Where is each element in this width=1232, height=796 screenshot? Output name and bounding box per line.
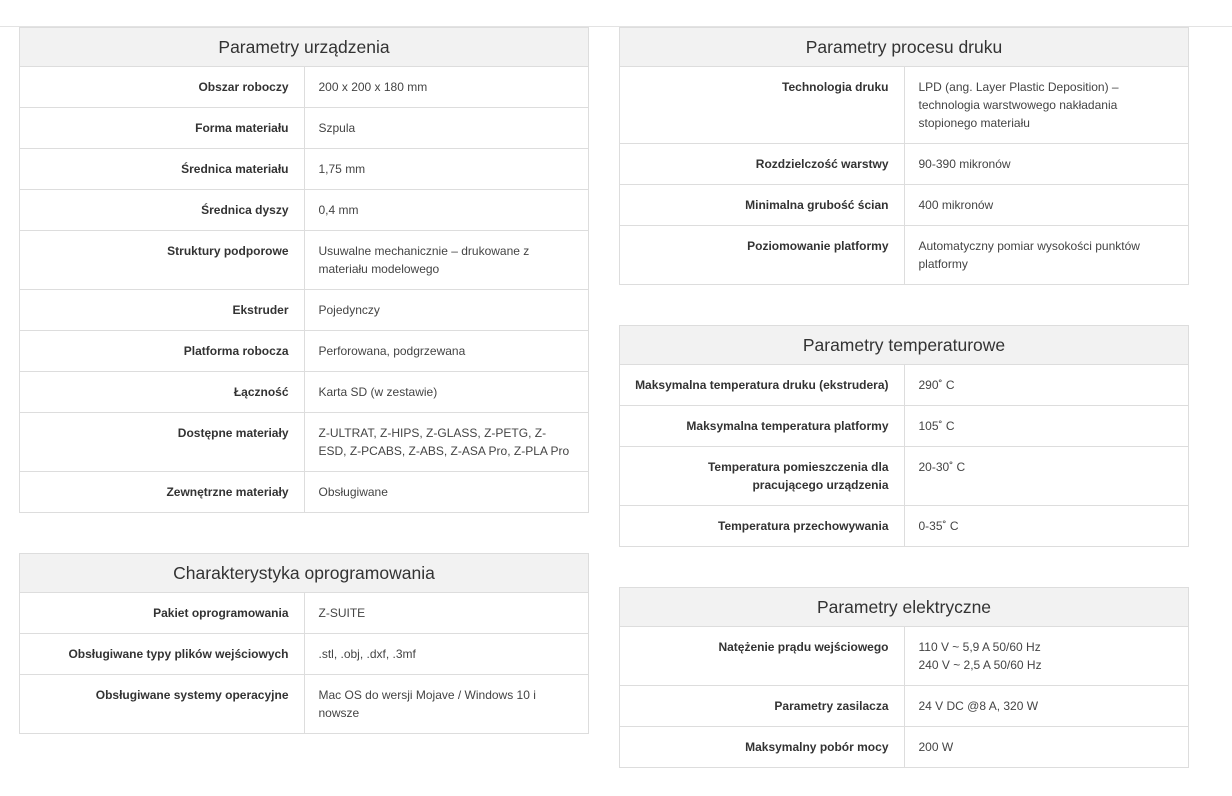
- print-process-table: [619, 27, 1189, 285]
- row-value: 90-390 mikronów: [904, 144, 1189, 185]
- row-key: Średnica dyszy: [20, 190, 305, 231]
- temperature-parameters-table: [619, 325, 1189, 547]
- row-value: Z-SUITE: [304, 593, 589, 634]
- row-key: Obszar roboczy: [20, 67, 305, 108]
- row-value: Usuwalne mechanicznie – drukowane z materiału modelowego: [304, 231, 589, 290]
- device-parameters-table: [19, 27, 589, 513]
- row-value: LPD (ang. Layer Plastic Deposition) – technologia warstwowego nakładania stopionego materiału: [904, 67, 1189, 144]
- table-row: [620, 727, 1189, 768]
- table-title: Parametry elektryczne: [620, 588, 1189, 627]
- table-row: [620, 185, 1189, 226]
- table-row: [620, 365, 1189, 406]
- row-value: [904, 627, 1189, 686]
- row-key: Maksymalna temperatura platformy: [620, 406, 905, 447]
- row-value: 0,4 mm: [304, 190, 589, 231]
- table-title: Charakterystyka oprogramowania: [20, 554, 589, 593]
- row-value: 24 V DC @8 A, 320 W: [904, 686, 1189, 727]
- table-row: [620, 447, 1189, 506]
- row-key: Pakiet oprogramowania: [20, 593, 305, 634]
- table-row: [20, 149, 589, 190]
- row-key: Minimalna grubość ścian: [620, 185, 905, 226]
- row-key: Ekstruder: [20, 290, 305, 331]
- row-key: Maksymalna temperatura druku (ekstrudera): [620, 365, 905, 406]
- row-key: Temperatura przechowywania: [620, 506, 905, 547]
- row-key: Poziomowanie platformy: [620, 226, 905, 285]
- row-value: 0-35˚ C: [904, 506, 1189, 547]
- row-value: 105˚ C: [904, 406, 1189, 447]
- table-title: Parametry urządzenia: [20, 28, 589, 67]
- row-key: Obsługiwane systemy operacyjne: [20, 675, 305, 734]
- row-value: 400 mikronów: [904, 185, 1189, 226]
- table-row: [620, 406, 1189, 447]
- table-row: [620, 627, 1189, 686]
- row-key: Dostępne materiały: [20, 413, 305, 472]
- row-key: Technologia druku: [620, 67, 905, 144]
- software-characteristics-table: [19, 553, 589, 734]
- table-row: [20, 675, 589, 734]
- row-value: Z-ULTRAT, Z-HIPS, Z-GLASS, Z-PETG, Z-ESD, Z-PCABS, Z-ABS, Z-ASA Pro, Z-PLA Pro: [304, 413, 589, 472]
- row-key: Średnica materiału: [20, 149, 305, 190]
- row-key: Forma materiału: [20, 108, 305, 149]
- electrical-parameters-table: [619, 587, 1189, 768]
- table-title: Parametry procesu druku: [620, 28, 1189, 67]
- table-row: [20, 413, 589, 472]
- table-row: [620, 144, 1189, 185]
- value-line: 110 V ~ 5,9 A 50/60 Hz: [918, 640, 1041, 654]
- row-value: Karta SD (w zestawie): [304, 372, 589, 413]
- table-row: [620, 506, 1189, 547]
- row-key: Natężenie prądu wejściowego: [620, 627, 905, 686]
- row-key: Rozdzielczość warstwy: [620, 144, 905, 185]
- row-key: Parametry zasilacza: [620, 686, 905, 727]
- table-row: [20, 634, 589, 675]
- table-row: [620, 67, 1189, 144]
- table-row: [20, 331, 589, 372]
- row-key: Obsługiwane typy plików wejściowych: [20, 634, 305, 675]
- row-key: Zewnętrzne materiały: [20, 472, 305, 513]
- row-value: 1,75 mm: [304, 149, 589, 190]
- row-key: Platforma robocza: [20, 331, 305, 372]
- table-row: [20, 108, 589, 149]
- value-line: 240 V ~ 2,5 A 50/60 Hz: [918, 658, 1042, 672]
- table-title: Parametry temperaturowe: [620, 326, 1189, 365]
- row-value: Szpula: [304, 108, 589, 149]
- table-row: [20, 231, 589, 290]
- row-value: Obsługiwane: [304, 472, 589, 513]
- table-row: [620, 686, 1189, 727]
- row-value: Automatyczny pomiar wysokości punktów platformy: [904, 226, 1189, 285]
- row-value: Perforowana, podgrzewana: [304, 331, 589, 372]
- row-key: Maksymalny pobór mocy: [620, 727, 905, 768]
- row-key: Temperatura pomieszczenia dla pracującego urządzenia: [620, 447, 905, 506]
- table-row: [20, 593, 589, 634]
- table-row: [620, 226, 1189, 285]
- row-value: 290˚ C: [904, 365, 1189, 406]
- row-key: Struktury podporowe: [20, 231, 305, 290]
- row-value: Mac OS do wersji Mojave / Windows 10 i nowsze: [304, 675, 589, 734]
- table-row: [20, 190, 589, 231]
- row-key: Łączność: [20, 372, 305, 413]
- table-row: [20, 290, 589, 331]
- table-row: [20, 372, 589, 413]
- row-value: 200 W: [904, 727, 1189, 768]
- row-value: 200 x 200 x 180 mm: [304, 67, 589, 108]
- row-value: Pojedynczy: [304, 290, 589, 331]
- row-value: .stl, .obj, .dxf, .3mf: [304, 634, 589, 675]
- row-value: 20-30˚ C: [904, 447, 1189, 506]
- table-row: [20, 67, 589, 108]
- table-row: [20, 472, 589, 513]
